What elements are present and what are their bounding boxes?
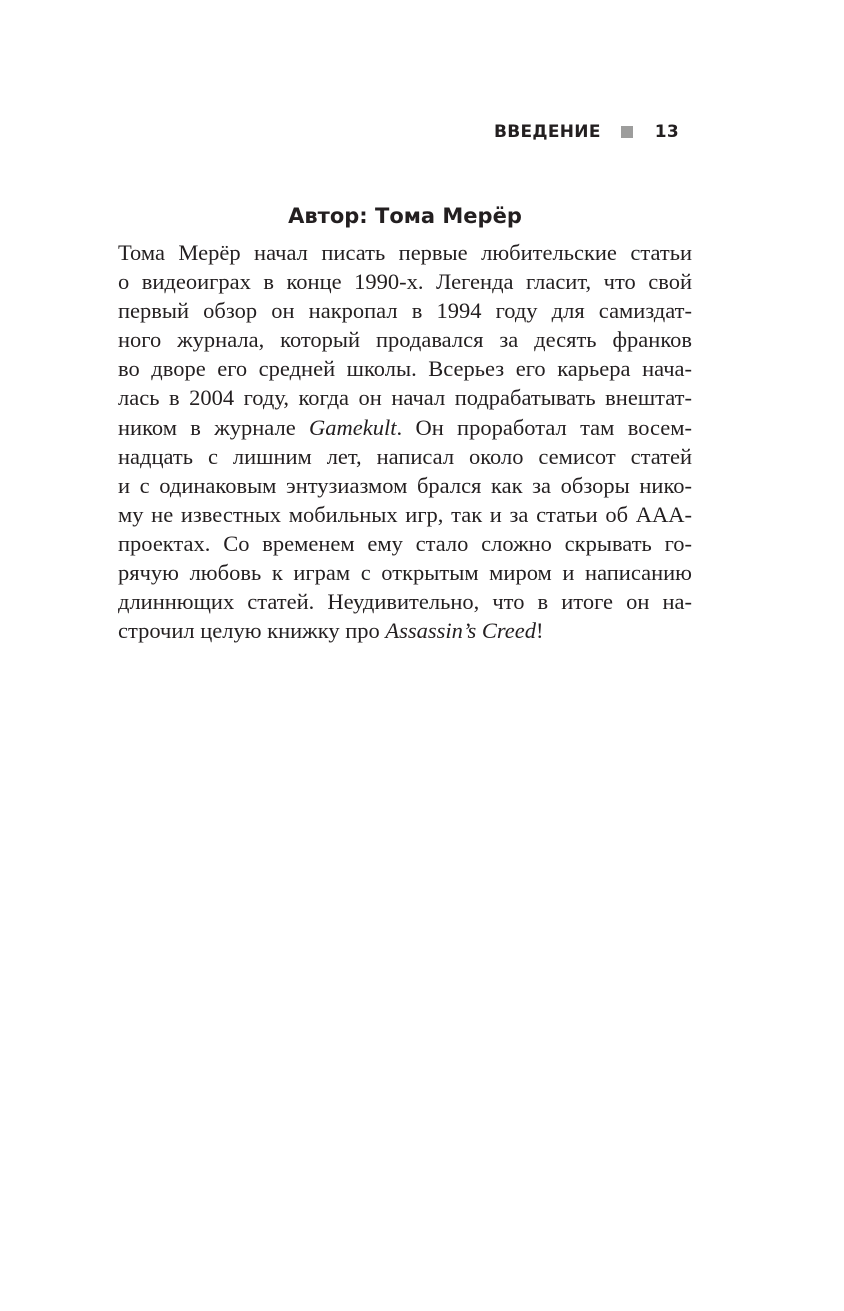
- text-line: [118, 616, 692, 645]
- page-number: 13: [654, 122, 679, 142]
- running-header: [494, 119, 679, 145]
- text-line: [118, 325, 692, 354]
- text-line: [118, 500, 692, 529]
- text-line: [118, 587, 692, 616]
- text-run: . Он проработал там восем-: [396, 414, 692, 440]
- text-line: [118, 354, 692, 383]
- text-line: [118, 442, 692, 471]
- text-line: [118, 558, 692, 587]
- text-run: ного журнала, который продавался за десять франков: [118, 327, 692, 353]
- text-run: му не известных мобильных игр, так и за статьи об AAA-: [118, 501, 692, 527]
- text-run: Тома Мерёр начал писать первые любительские статьи: [118, 240, 692, 265]
- text-run: строчил целую книжку про: [118, 618, 386, 644]
- magazine-title: Gamekult: [309, 414, 397, 440]
- text-run: и с одинаковым энтузиазмом брался как за обзоры нико-: [118, 472, 692, 498]
- text-line: [118, 471, 692, 500]
- section-heading: Автор: Тома Мерёр: [288, 204, 522, 228]
- text-run: первый обзор он накропал в 1994 году для самиздат-: [118, 298, 692, 324]
- body-paragraph: [118, 238, 692, 645]
- text-run: ником в журнале: [118, 414, 310, 440]
- text-line: [118, 267, 692, 296]
- text-run: !: [536, 618, 544, 644]
- running-header-section-title: ВВЕДЕНИЕ: [493, 122, 601, 142]
- text-run: рячую любовь к играм с открытым миром и написанию: [118, 560, 692, 586]
- text-run: во дворе его средней школы. Всерьез его карьера нача-: [118, 356, 692, 382]
- square-separator-icon: [621, 126, 633, 138]
- text-run: о видеоиграх в конце 1990-х. Легенда гласит, что свой: [118, 269, 692, 295]
- text-run: лась в 2004 году, когда он начал подрабатывать внештат-: [118, 385, 692, 411]
- text-run: длиннющих статей. Неудивительно, что в итоге он на-: [118, 589, 692, 615]
- text-run: проектах. Со временем ему стало сложно скрывать го-: [118, 530, 692, 556]
- text-line: [118, 383, 692, 412]
- text-line: [118, 413, 692, 442]
- text-line: [118, 238, 692, 267]
- game-title: Assassin’s Creed: [385, 618, 537, 644]
- text-line: [118, 296, 692, 325]
- text-run: надцать с лишним лет, написал около семисот статей: [118, 443, 692, 469]
- text-line: [118, 529, 692, 558]
